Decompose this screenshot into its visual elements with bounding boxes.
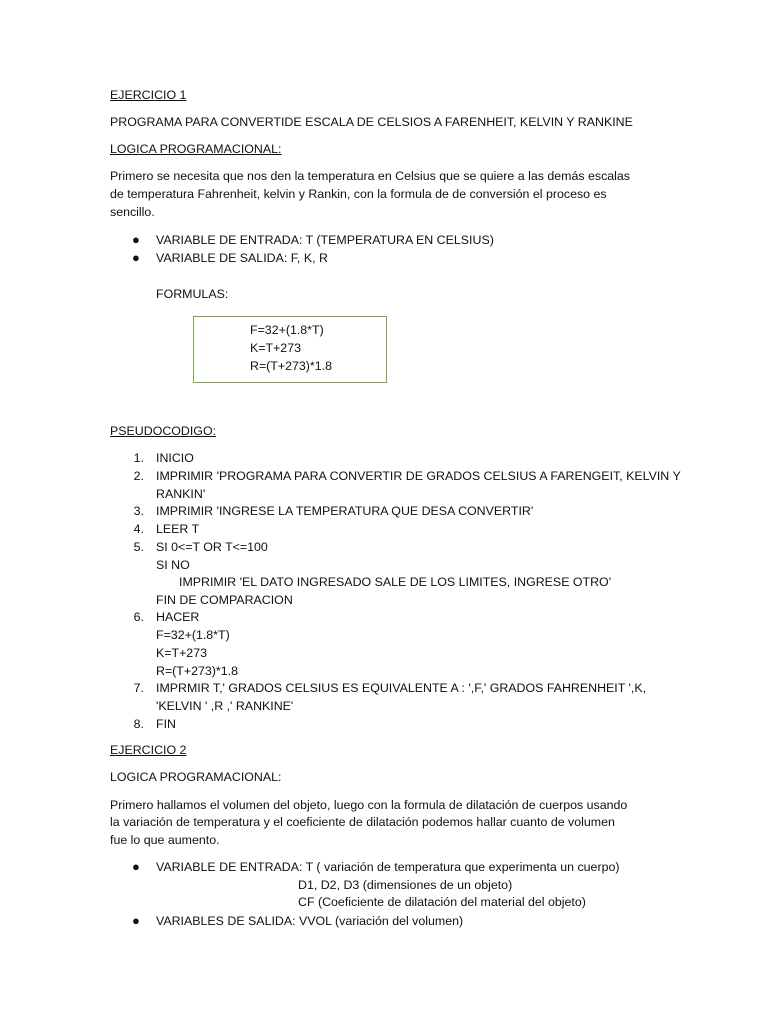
step-number: 3.: [133, 504, 144, 518]
pseudo-line: INICIO: [156, 451, 194, 465]
formula-line: F=32+(1.8*T): [250, 323, 324, 337]
bullet-output-variable: VARIABLE DE SALIDA: F, K, R: [156, 251, 328, 265]
pseudo-line: R=(T+273)*1.8: [156, 664, 238, 678]
pseudo-line: K=T+273: [156, 646, 207, 660]
pseudo-line: F=32+(1.8*T): [156, 628, 230, 642]
formula-box: [193, 316, 387, 383]
exercise-2-heading: EJERCICIO 2: [110, 743, 187, 757]
pseudo-line: IMPRIMIR 'EL DATO INGRESADO SALE DE LOS LIMITES, INGRESE OTRO': [179, 575, 612, 589]
step-number: 7.: [133, 681, 144, 695]
pseudo-line: RANKIN': [156, 487, 206, 501]
formula-line: K=T+273: [250, 341, 301, 355]
pseudo-line: HACER: [156, 610, 200, 624]
pseudo-line: SI 0<=T OR T<=100: [156, 540, 268, 554]
formula-line: R=(T+273)*1.8: [250, 359, 332, 373]
step-number: 8.: [133, 717, 144, 731]
bullet-icon: ●: [132, 859, 140, 874]
pseudo-line: IMPRIMIR 'INGRESE LA TEMPERATURA QUE DESA CONVERTIR': [156, 504, 534, 518]
formulas-label: FORMULAS:: [156, 287, 229, 301]
step-number: 6.: [133, 610, 144, 624]
bullet-input-variable: VARIABLE DE ENTRADA: T (TEMPERATURA EN CELSIUS): [156, 233, 494, 247]
bullet-icon: ●: [132, 913, 140, 928]
bullet-icon: ●: [132, 232, 140, 247]
ex2-input-dimensions: D1, D2, D3 (dimensiones de un objeto): [298, 878, 513, 892]
logic-heading-2: LOGICA PROGRAMACIONAL:: [110, 770, 282, 784]
pseudocode-heading: PSEUDOCODIGO:: [110, 424, 217, 438]
pseudo-line: SI NO: [156, 558, 190, 572]
exercise-1-heading: EJERCICIO 1: [110, 88, 187, 102]
bullet-icon: ●: [132, 250, 140, 265]
logic-heading-1: LOGICA PROGRAMACIONAL:: [110, 142, 282, 156]
paragraph-line: sencillo.: [110, 205, 155, 219]
step-number: 2.: [133, 469, 144, 483]
exercise-1-title: PROGRAMA PARA CONVERTIDE ESCALA DE CELSIOS A FARENHEIT, KELVIN Y RANKINE: [110, 115, 633, 129]
step-number: 1.: [133, 451, 144, 465]
pseudo-line: 'KELVIN ' ,R ,' RANKINE': [156, 699, 294, 713]
paragraph-line: de temperatura Fahrenheit, kelvin y Rankin, con la formula de de conversión el proceso es: [110, 187, 607, 201]
ex2-output-variables: VARIABLES DE SALIDA: VVOL (variación del volumen): [156, 914, 464, 928]
ex2-input-coefficient: CF (Coeficiente de dilatación del material del objeto): [298, 895, 586, 909]
step-number: 4.: [133, 522, 144, 536]
paragraph-line: fue lo que aumento.: [110, 833, 220, 847]
ex2-input-variables: VARIABLE DE ENTRADA: T ( variación de temperatura que experimenta un cuerpo): [156, 860, 620, 874]
step-number: 5.: [133, 540, 144, 554]
pseudo-line: IMPRIMIR 'PROGRAMA PARA CONVERTIR DE GRADOS CELSIUS A FARENGEIT, KELVIN Y: [156, 469, 681, 483]
paragraph-line: Primero se necesita que nos den la temperatura en Celsius que se quiere a las demás escalas: [110, 169, 631, 183]
pseudo-line: FIN DE COMPARACION: [156, 593, 293, 607]
paragraph-line: la variación de temperatura y el coeficiente de dilatación podemos hallar cuanto de volumen: [110, 815, 615, 829]
pseudo-line: IMPRMIR T,' GRADOS CELSIUS ES EQUIVALENTE A : ',F,' GRADOS FAHRENHEIT ',K,: [156, 681, 647, 695]
pseudo-line: FIN: [156, 717, 176, 731]
paragraph-line: Primero hallamos el volumen del objeto, luego con la formula de dilatación de cuerpos usando: [110, 798, 628, 812]
pseudo-line: LEER T: [156, 522, 200, 536]
